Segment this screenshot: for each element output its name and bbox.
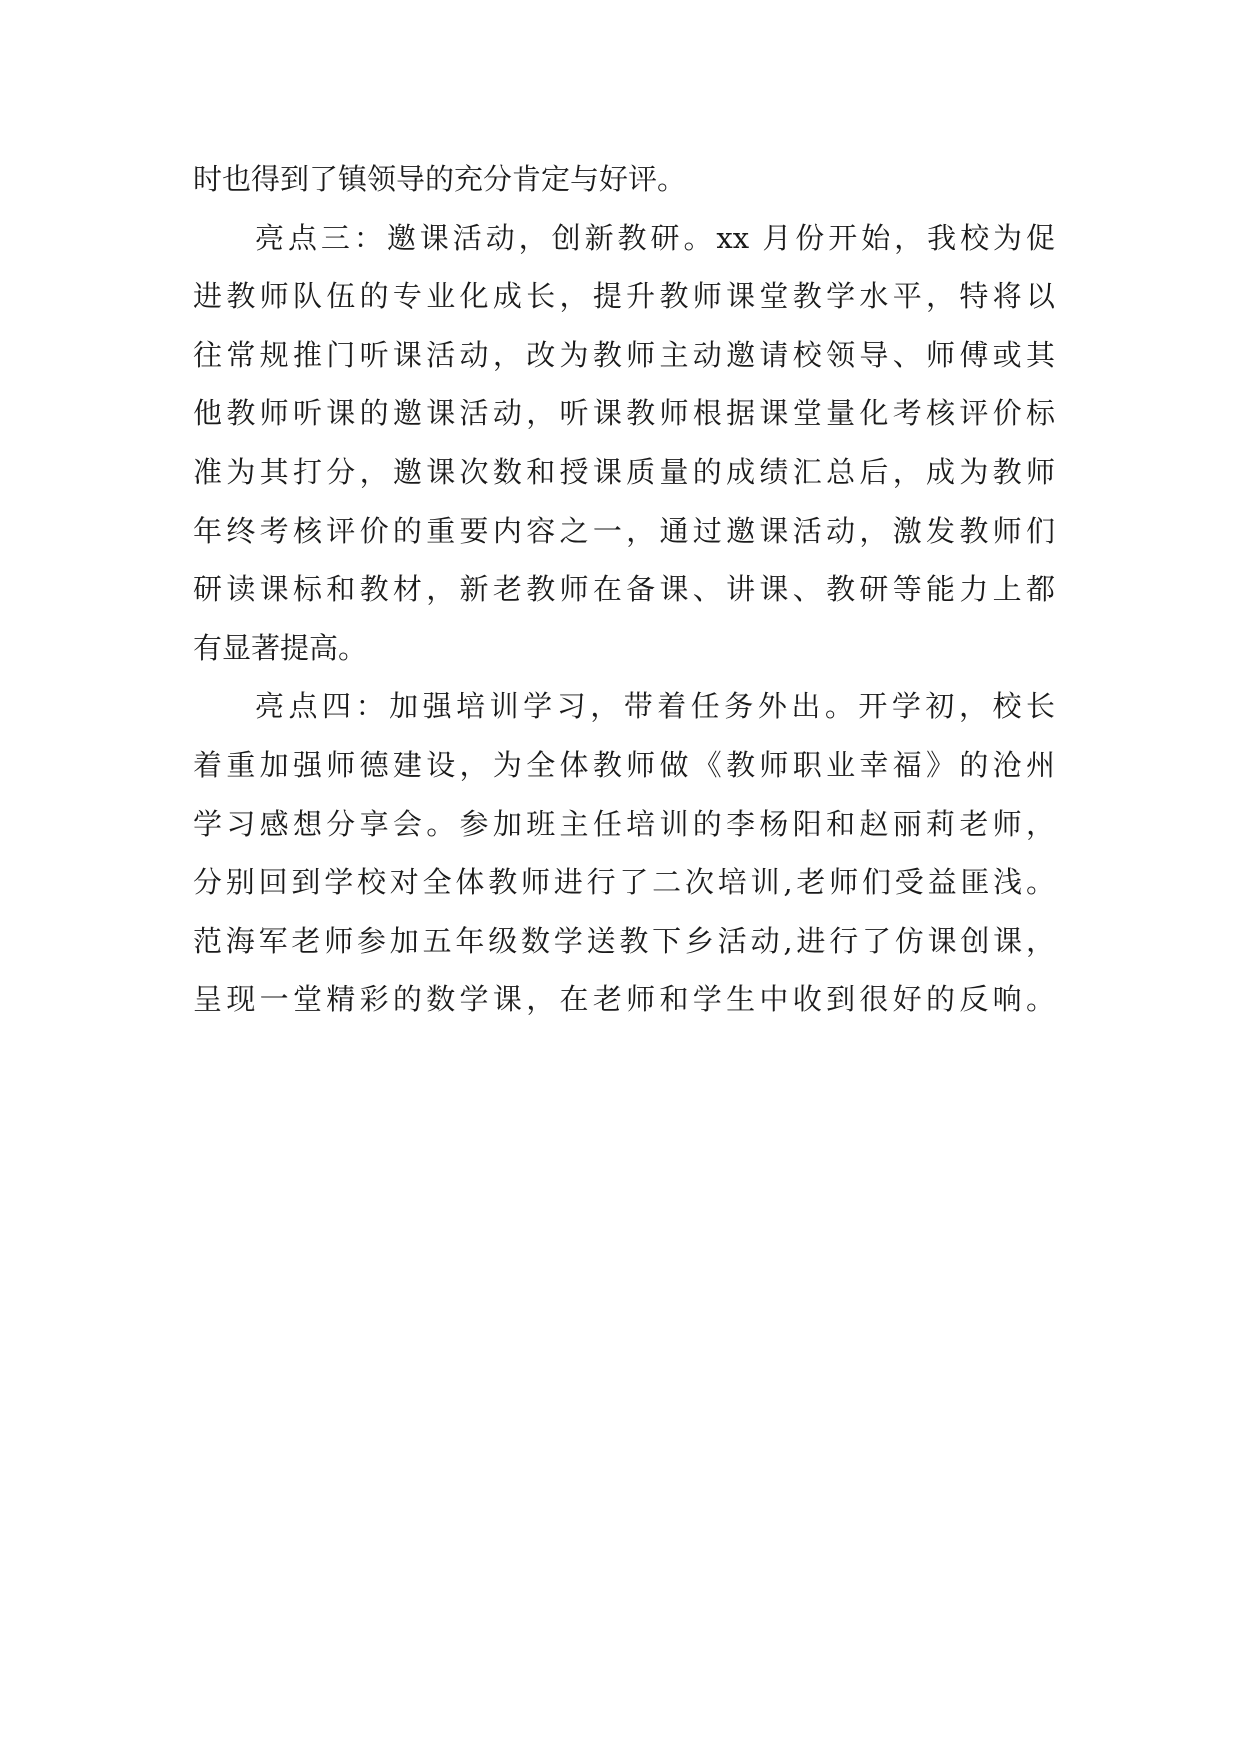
text-line: 范海军老师参加五年级数学送教下乡活动,进行了仿课创课，	[193, 923, 1055, 958]
text-line: 往常规推门听课活动，改为教师主动邀请校领导、师傅或其	[193, 337, 1055, 372]
text-line: 时也得到了镇领导的充分肯定与好评。	[193, 162, 687, 196]
text-line: 分别回到学校对全体教师进行了二次培训,老师们受益匪浅。	[193, 865, 1055, 900]
text-line: 学习感想分享会。参加班主任培训的李杨阳和赵丽莉老师，	[193, 806, 1055, 841]
body-text	[193, 150, 1055, 1029]
text-line: 他教师听课的邀课活动，听课教师根据课堂量化考核评价标	[193, 396, 1055, 431]
text-line: 有显著提高。	[193, 630, 368, 665]
text-line: 进教师队伍的专业化成长，提升教师课堂教学水平，特将以	[193, 279, 1055, 314]
text-line: 呈现一堂精彩的数学课，在老师和学生中收到很好的反响。	[193, 982, 1055, 1017]
text-line: 亮点四：加强培训学习，带着任务外出。开学初，校长	[255, 689, 1055, 724]
text-line: 亮点三：邀课活动，创新教研。xx 月份开始，我校为促	[255, 220, 1055, 255]
text-line: 着重加强师德建设，为全体教师做《教师职业幸福》的沧州	[193, 747, 1055, 782]
text-line: 研读课标和教材，新老教师在备课、讲课、教研等能力上都	[193, 572, 1055, 607]
text-line: 准为其打分，邀课次数和授课质量的成绩汇总后，成为教师	[193, 454, 1055, 489]
text-line: 年终考核评价的重要内容之一，通过邀课活动，激发教师们	[193, 513, 1055, 548]
